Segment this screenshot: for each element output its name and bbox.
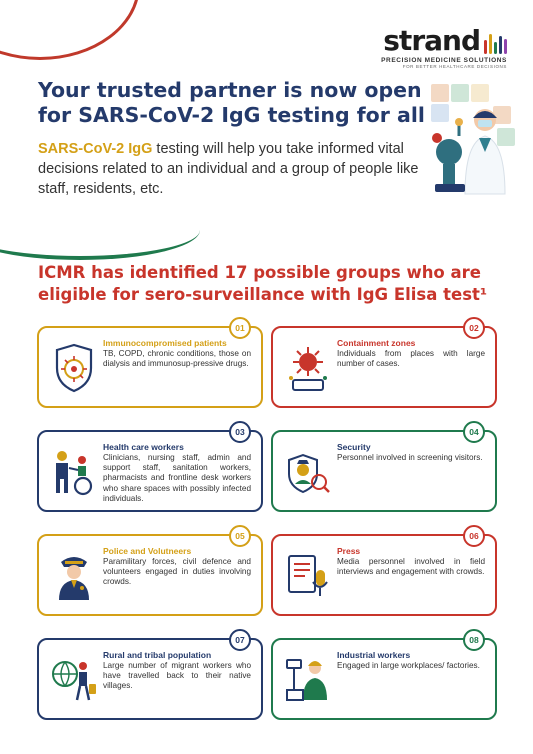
group-number-badge: 07 [229, 629, 251, 651]
section-subheading: ICMR has identified 17 possible groups who are eligible for sero-surveillance with IgG Elisa test¹ [38, 263, 488, 304]
logo-bar [504, 39, 507, 54]
group-text [337, 442, 485, 463]
eligible-group-card [37, 635, 263, 720]
doctor-microscope-illustration-icon [427, 82, 519, 200]
group-description: Large number of migrant workers who have travelled back to their native villages. [103, 661, 251, 691]
group-number-badge: 08 [463, 629, 485, 651]
decorative-red-arc [0, 0, 140, 60]
intro-highlight: SARS-CoV-2 IgG [38, 141, 153, 157]
strand-logo [381, 24, 507, 69]
page-headline: Your trusted partner is now open for SARS-CoV-2 IgG testing for all [38, 78, 425, 127]
group-description: Media personnel involved in field interviews and engagement with crowds. [337, 557, 485, 577]
virus-icon [283, 342, 333, 394]
police-officer-icon [49, 550, 99, 602]
press-microphone-icon [283, 550, 333, 602]
group-description: Individuals from places with large number of cases. [337, 349, 485, 369]
logo-bar [494, 42, 497, 54]
group-text [103, 546, 251, 588]
group-number-badge: 05 [229, 525, 251, 547]
group-text [103, 442, 251, 504]
group-description: Personnel involved in screening visitors. [337, 453, 483, 462]
security-guard-icon [283, 446, 333, 498]
migrant-traveller-icon [49, 654, 99, 706]
logo-bar [489, 34, 492, 54]
group-description: Clinicians, nursing staff, admin and support staff, sanitation workers, pharmacists and frontline desk workers who share spaces with possibly infected individuals. [103, 453, 251, 503]
group-number-badge: 04 [463, 421, 485, 443]
logo-bars-icon [484, 32, 507, 54]
factory-worker-icon [283, 654, 333, 706]
group-text [337, 338, 485, 369]
group-text [337, 650, 485, 671]
group-title: Security [337, 442, 371, 452]
group-number-badge: 01 [229, 317, 251, 339]
group-description: Engaged in large workplaces/ factories. [337, 661, 480, 670]
eligible-group-card [271, 635, 497, 720]
eligible-group-card [37, 531, 263, 616]
group-text [103, 650, 251, 692]
group-title: Immunocompromised patients [103, 338, 227, 348]
intro-paragraph [38, 139, 438, 199]
group-title: Health care workers [103, 442, 184, 452]
group-text [103, 338, 251, 369]
group-description: TB, COPD, chronic conditions, those on dialysis and immunosup-pressive drugs. [103, 349, 251, 369]
group-number-badge: 02 [463, 317, 485, 339]
eligible-group-card [37, 323, 263, 408]
group-title: Rural and tribal population [103, 650, 212, 660]
logo-bar [484, 40, 487, 54]
logo-tagline: PRECISION MEDICINE SOLUTIONS [381, 57, 507, 64]
shield-virus-icon [49, 342, 99, 394]
intro-text: testing will help you take informed vital decisions related to an individual and a group of people like staff, residents, etc. [38, 141, 419, 197]
group-number-badge: 06 [463, 525, 485, 547]
group-title: Press [337, 546, 361, 556]
eligible-group-card [37, 427, 263, 512]
group-number-badge: 03 [229, 421, 251, 443]
caregiver-wheelchair-icon [49, 446, 99, 498]
group-title: Industrial workers [337, 650, 411, 660]
group-title: Police and Volutneers [103, 546, 192, 556]
group-text [337, 546, 485, 577]
logo-bar [499, 36, 502, 54]
decorative-green-arc [0, 200, 200, 260]
eligible-group-card [271, 323, 497, 408]
eligible-group-card [271, 427, 497, 512]
logo-subtagline: FOR BETTER HEALTHCARE DECISIONS [402, 64, 507, 69]
eligible-group-card [271, 531, 497, 616]
group-description: Paramilitary forces, civil defence and volunteers engaged in duties involving crowds. [103, 557, 251, 587]
group-title: Containment zones [337, 338, 416, 348]
logo-wordmark: strand [383, 24, 480, 57]
